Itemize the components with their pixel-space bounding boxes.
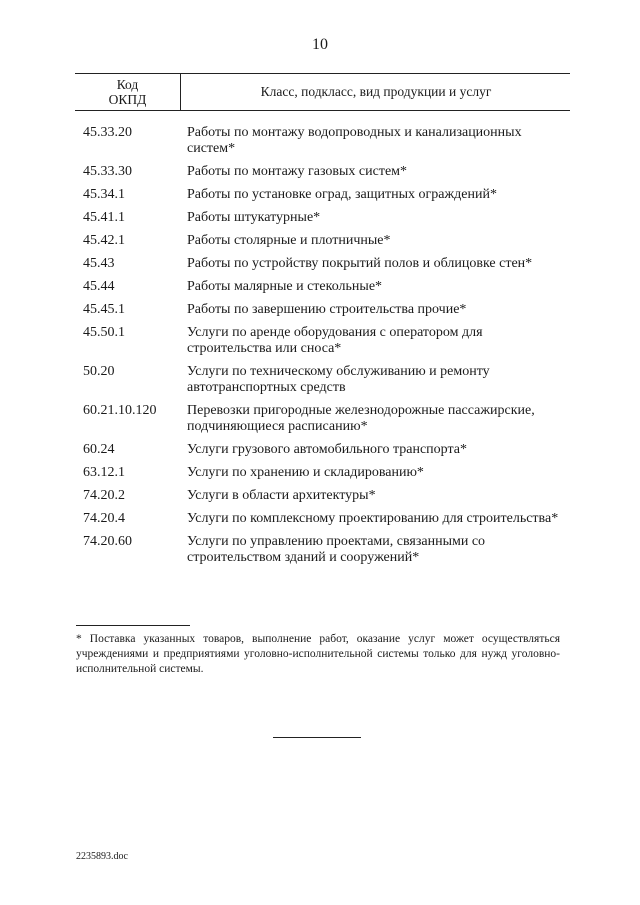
- row-code: 45.34.1: [83, 187, 125, 202]
- header-code-line1: Код: [116, 77, 139, 92]
- end-rule: [273, 737, 361, 738]
- row-code: 45.43: [83, 256, 115, 271]
- table-row: [75, 210, 570, 226]
- row-description: Работы столярные и плотничные*: [187, 233, 391, 248]
- row-description: Работы малярные и стекольные*: [187, 279, 383, 294]
- okpd-table: [75, 73, 570, 565]
- row-description: Работы по устройству покрытий полов и облицовке стен*: [187, 256, 533, 271]
- table-row: [75, 256, 570, 272]
- row-description: Работы по установке оград, защитных ограждений*: [187, 187, 497, 202]
- table-header: [75, 73, 570, 111]
- header-description: Класс, подкласс, вид продукции и услуг: [260, 84, 492, 99]
- row-code: 74.20.2: [83, 488, 125, 503]
- header-code-column: [75, 77, 180, 107]
- table-row: [75, 325, 570, 357]
- footnote: * Поставка указанных товаров, выполнение работ, оказание услуг может осуществляться учреждениями и предприятиями уголовно-исполнительной системы только для нужд уголовно-исполнительной системы.: [76, 633, 560, 675]
- table-body: [75, 125, 570, 573]
- table-row: [75, 465, 570, 481]
- header-divider: [180, 74, 181, 110]
- row-description: Услуги грузового автомобильного транспорта*: [187, 442, 467, 457]
- row-code: 63.12.1: [83, 465, 125, 480]
- row-description: Работы по завершению строительства прочие*: [187, 302, 467, 317]
- table-row: [75, 302, 570, 318]
- row-code: 74.20.4: [83, 511, 125, 526]
- row-description: Работы штукатурные*: [187, 210, 321, 225]
- row-description: Перевозки пригородные железнодорожные пассажирские, подчиняющиеся расписанию*: [187, 403, 535, 434]
- row-description: Услуги по аренде оборудования с оператором для строительства или сноса*: [187, 325, 483, 356]
- document-id: 2235893.doc: [76, 851, 128, 862]
- table-row: [75, 125, 570, 157]
- table-row: [75, 442, 570, 458]
- row-code: 45.44: [83, 279, 115, 294]
- table-row: [75, 187, 570, 203]
- page-number: 10: [312, 36, 328, 53]
- row-description: Работы по монтажу газовых систем*: [187, 164, 408, 179]
- row-description: Услуги в области архитектуры*: [187, 488, 376, 503]
- row-description: Услуги по комплексному проектированию для строительства*: [187, 511, 559, 526]
- table-row: [75, 364, 570, 396]
- row-description: Услуги по хранению и складированию*: [187, 465, 424, 480]
- row-code: 60.21.10.120: [83, 403, 157, 418]
- table-row: [75, 488, 570, 504]
- row-description: Услуги по управлению проектами, связанными со строительством зданий и сооружений*: [187, 534, 486, 565]
- row-code: 45.33.20: [83, 125, 132, 140]
- table-row: [75, 403, 570, 435]
- row-code: 45.50.1: [83, 325, 125, 340]
- header-code-line2: ОКПД: [108, 92, 147, 107]
- table-row: [75, 511, 570, 527]
- row-description: Работы по монтажу водопроводных и канализационных систем*: [187, 125, 522, 156]
- row-code: 45.33.30: [83, 164, 132, 179]
- row-code: 45.45.1: [83, 302, 125, 317]
- row-code: 45.42.1: [83, 233, 125, 248]
- row-description: Услуги по техническому обслуживанию и ремонту автотранспортных средств: [187, 364, 490, 395]
- table-row: [75, 233, 570, 249]
- table-row: [75, 164, 570, 180]
- table-row: [75, 279, 570, 295]
- row-code: 60.24: [83, 442, 115, 457]
- footnote-separator: [76, 625, 190, 626]
- row-code: 45.41.1: [83, 210, 125, 225]
- table-row: [75, 534, 570, 566]
- row-code: 50.20: [83, 364, 115, 379]
- row-code: 74.20.60: [83, 534, 132, 549]
